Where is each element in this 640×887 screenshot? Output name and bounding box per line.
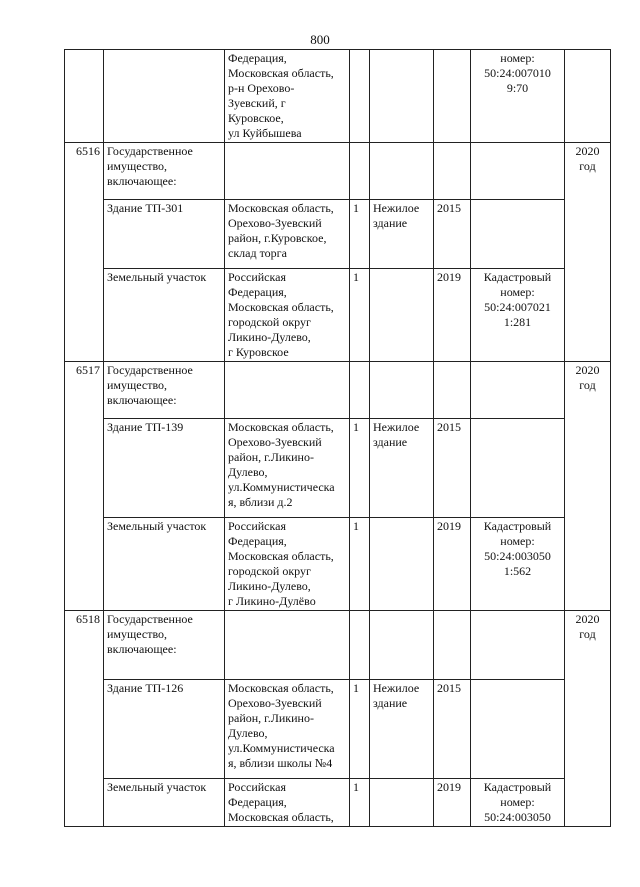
cell-qty: 1 [350, 779, 370, 827]
cell-address: Московская область, Орехово-Зуевский район, г.Ликино- Дулево, ул.Коммунистическа я, вблизи школы №4 [225, 680, 350, 779]
table-row [65, 680, 611, 779]
cell-cadastral [471, 200, 565, 269]
cell-inclusion-year: 2020 год [565, 362, 611, 611]
cell-qty: 1 [350, 419, 370, 518]
cell-cadastral [471, 680, 565, 779]
cell-year: 2015 [434, 200, 471, 269]
property-registry-table [64, 49, 611, 827]
cell-qty [350, 143, 370, 200]
cell-year: 2019 [434, 518, 471, 611]
cell-type [370, 779, 434, 827]
cell-cadastral: Кадастровый номер: 50:24:003050 [471, 779, 565, 827]
cell-year: 2019 [434, 269, 471, 362]
table-row [65, 50, 611, 143]
table-row [65, 269, 611, 362]
cell-cadastral: Кадастровый номер: 50:24:003050 1:562 [471, 518, 565, 611]
cell-address [225, 143, 350, 200]
cell-address: Российская Федерация, Московская область, городской округ Ликино-Дулево, г Куровское [225, 269, 350, 362]
cell-number [65, 50, 104, 143]
cell-type: Нежилое здание [370, 200, 434, 269]
cell-name: Здание ТП-301 [104, 200, 225, 269]
cell-address [225, 362, 350, 419]
cell-qty [350, 362, 370, 419]
cell-type [370, 362, 434, 419]
cell-type: Нежилое здание [370, 680, 434, 779]
table-row [65, 611, 611, 680]
cell-type [370, 143, 434, 200]
cell-cadastral [471, 362, 565, 419]
cell-address: Российская Федерация, Московская область, городской округ Ликино-Дулево, г Ликино-Дулёво [225, 518, 350, 611]
table-row [65, 200, 611, 269]
cell-year: 2015 [434, 419, 471, 518]
cell-name: Здание ТП-139 [104, 419, 225, 518]
cell-year: 2019 [434, 779, 471, 827]
table-row [65, 362, 611, 419]
cell-address: Российская Федерация, Московская область, [225, 779, 350, 827]
cell-name: Государственное имущество, включающее: [104, 143, 225, 200]
cell-inclusion-year [565, 50, 611, 143]
cell-qty: 1 [350, 518, 370, 611]
page-number: 800 [310, 32, 330, 47]
cell-address: Московская область, Орехово-Зуевский район, г.Куровское, склад торга [225, 200, 350, 269]
cell-type [370, 611, 434, 680]
cell-year [434, 50, 471, 143]
cell-name: Государственное имущество, включающее: [104, 611, 225, 680]
cell-cadastral [471, 143, 565, 200]
cell-type [370, 518, 434, 611]
cell-qty: 1 [350, 680, 370, 779]
cell-year [434, 143, 471, 200]
cell-number: 6516 [65, 143, 104, 362]
cell-inclusion-year: 2020 год [565, 143, 611, 362]
cell-number: 6518 [65, 611, 104, 827]
cell-name: Земельный участок [104, 779, 225, 827]
cell-cadastral [471, 419, 565, 518]
cell-address: Московская область, Орехово-Зуевский район, г.Ликино- Дулево, ул.Коммунистическа я, вблизи д.2 [225, 419, 350, 518]
cell-year [434, 362, 471, 419]
cell-qty: 1 [350, 269, 370, 362]
cell-cadastral: Кадастровый номер: 50:24:007021 1:281 [471, 269, 565, 362]
cell-name [104, 50, 225, 143]
cell-inclusion-year: 2020 год [565, 611, 611, 827]
cell-type [370, 269, 434, 362]
cell-year: 2015 [434, 680, 471, 779]
cell-name: Государственное имущество, включающее: [104, 362, 225, 419]
table-row [65, 518, 611, 611]
cell-qty [350, 611, 370, 680]
cell-address: Федерация, Московская область, р-н Орехово- Зуевский, г Куровское, ул Куйбышева [225, 50, 350, 143]
cell-cadastral: номер: 50:24:007010 9:70 [471, 50, 565, 143]
cell-qty: 1 [350, 200, 370, 269]
table-row [65, 779, 611, 827]
cell-year [434, 611, 471, 680]
cell-number: 6517 [65, 362, 104, 611]
cell-type: Нежилое здание [370, 419, 434, 518]
cell-address [225, 611, 350, 680]
cell-name: Здание ТП-126 [104, 680, 225, 779]
cell-name: Земельный участок [104, 518, 225, 611]
table-row [65, 419, 611, 518]
cell-cadastral [471, 611, 565, 680]
cell-name: Земельный участок [104, 269, 225, 362]
table-row [65, 143, 611, 200]
cell-type [370, 50, 434, 143]
cell-qty [350, 50, 370, 143]
